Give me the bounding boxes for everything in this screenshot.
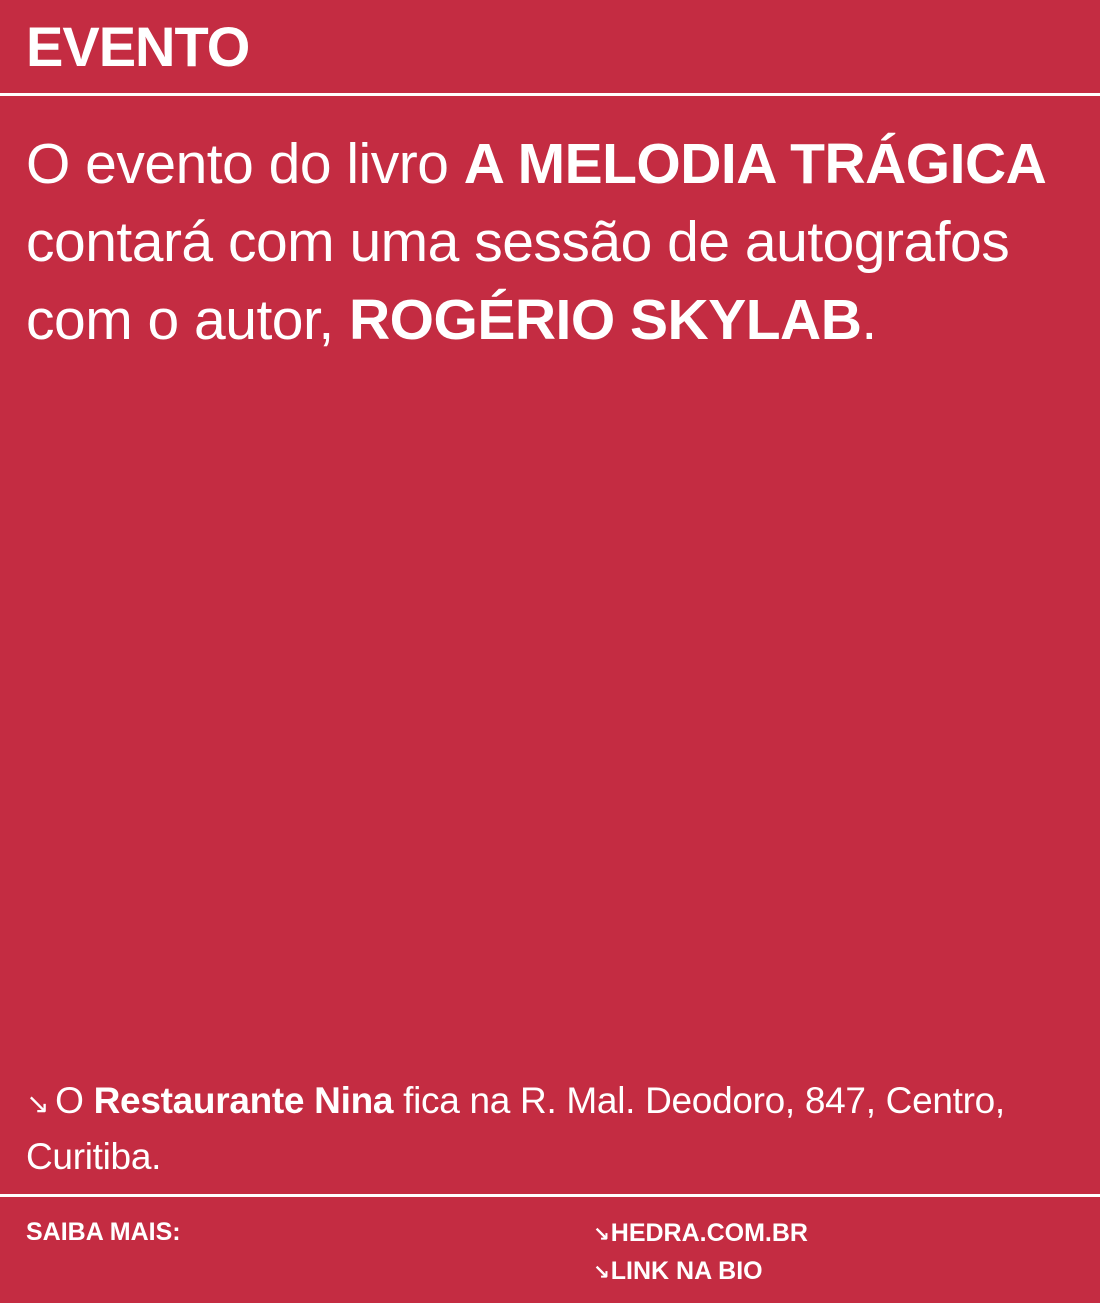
website-link[interactable] [593,1215,808,1253]
website-link-label: HEDRA.COM.BR [610,1219,808,1247]
section-title: EVENTO [26,15,250,78]
arrow-down-right-icon: ↘ [593,1262,610,1284]
bio-link[interactable] [593,1253,808,1291]
arrow-down-right-icon: ↘ [26,1088,50,1119]
footer-links [593,1215,808,1291]
top-divider [0,93,1100,96]
venue-name: Restaurante Nina [93,1080,394,1121]
book-title: A MELODIA TRÁGICA [463,132,1047,196]
author-name: ROGÉRIO SKYLAB [349,288,862,352]
description-text-3: . [861,288,877,352]
description-text-1: O evento do livro [26,132,464,196]
learn-more-label: SAIBA MAIS: [26,1218,181,1246]
description-text-2: contará com uma sessão de autografos com o autor, [26,210,1010,352]
location-info [26,1074,1076,1183]
bottom-divider [0,1194,1100,1197]
location-prefix: O [55,1080,94,1121]
arrow-down-right-icon: ↘ [593,1224,610,1246]
venue-address: fica na R. Mal. Deodoro, 847, Centro, Curitiba. [26,1080,1005,1177]
bio-link-label: LINK NA BIO [610,1257,763,1285]
event-description [26,125,1076,359]
